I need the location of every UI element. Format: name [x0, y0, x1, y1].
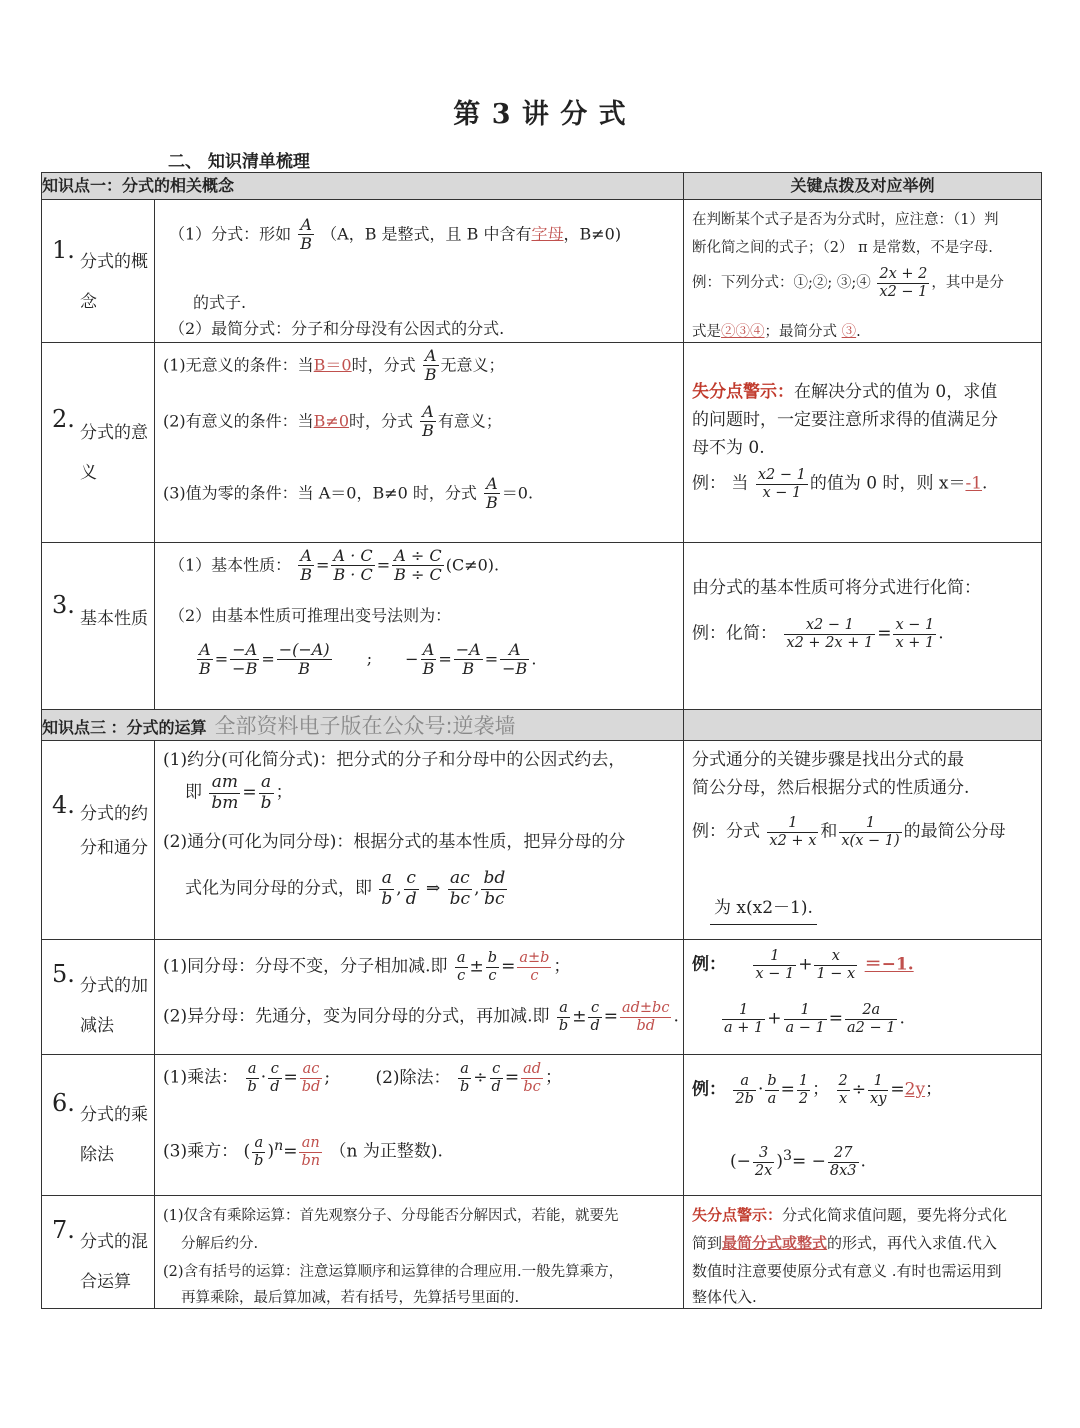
table-row: [42, 343, 1042, 543]
table-row: 5. 分式的加减法 (1)同分母：分母不变，分子相加减.即 $\frac{a}{c}$ ± $\frac{b}{c}$ = $\frac{a\pm b}{c}$ ； (2)异分母：先通分，变为同分母的分式，再加减.即 $\frac{a}{b}$ ± $\frac{c}{d}$ = $\frac{ad\pm bc}{bd}$ . 例： $\frac{1}{x - 1}$ + $\frac{x}{1 - x}$ ＝−1. $\frac{1}{a + 1}$ + $\frac{1}{a - 1}$ = $\frac{2a}{a2 - 1}$ .: [42, 940, 1042, 1055]
hint-text: ，其中是分: [931, 275, 1004, 292]
fraction: $\frac{A}{B}$: [300, 546, 313, 585]
hint-text: ；最简分式: [764, 324, 842, 340]
fraction: $\frac{A}{B}$: [199, 640, 211, 679]
fraction: $\frac{A \div C}{B \div C}$: [394, 546, 442, 585]
fraction: $\frac{c}{d}$: [270, 1061, 280, 1095]
fraction: $\frac{2x + 2}{x2 - 1}$: [879, 266, 928, 300]
header-right: 关键点拨及对应举例: [684, 173, 1042, 200]
answer-text: B≠0: [313, 411, 350, 431]
fraction: $\frac{b}{a}$: [767, 1073, 777, 1107]
fraction: $\frac{A \cdot C}{B \cdot C}$: [333, 546, 373, 585]
answer-text: -1: [965, 473, 983, 494]
hint-text: 在解决分式的值为 0，求值: [794, 382, 998, 402]
property-text: (C≠0).: [445, 555, 500, 575]
fraction: $\frac{A}{B}$: [300, 215, 313, 254]
fraction: $\frac{-(-A)}{B}$: [278, 640, 330, 679]
fraction: $\frac{1}{a + 1}$: [724, 1002, 764, 1036]
operation-text: 即: [185, 782, 202, 803]
hint-text: 和: [820, 821, 838, 842]
definition-text: （2）最简分式：分子和分母没有公因式的分式.: [169, 319, 505, 338]
hint-text: 分式化简求值问题，要先将分式化: [782, 1206, 1008, 1224]
operation-text: (1)仅含有乘除运算：首先观察分子、分母能否分解因式，若能，就要先: [163, 1208, 619, 1224]
condition-text: 无意义；: [440, 355, 505, 375]
fraction: $\frac{x2 - 1}{x2 + 2x + 1}$: [786, 617, 874, 651]
answer-fraction: $\frac{ad\pm bc}{bd}$: [621, 1000, 670, 1034]
fraction: $\frac{c}{d}$: [405, 868, 417, 909]
fraction: $\frac{a}{b}$: [260, 772, 272, 813]
fraction: $\frac{b}{c}$: [487, 950, 498, 984]
fraction: $\frac{x}{1 - x}$: [816, 948, 856, 982]
fraction: $\frac{c}{d}$: [590, 1000, 600, 1034]
operation-text: (1)乘法：: [163, 1067, 239, 1088]
hint-text: 为 x(x2－1).: [710, 893, 817, 925]
definition-text: 的式子.: [193, 293, 247, 312]
answer-fraction: $\frac{ac}{bd}$: [301, 1061, 321, 1095]
answer-fraction: $\frac{ad}{bc}$: [523, 1061, 541, 1095]
row-topic: 基本性质: [80, 609, 148, 629]
row-topic: 分式的乘除法: [80, 1105, 148, 1165]
answer-text: B＝0: [313, 355, 352, 375]
hint-text: 数值时注意要使原分式有意义 .有时也需运用到: [692, 1262, 1002, 1280]
operation-text: (2)通分(可化为同分母)：根据分式的基本性质，把异分母的分: [163, 832, 626, 852]
hint-text: 的最简公分母: [903, 821, 1006, 842]
hint-text: 简公分母，然后根据分式的性质通分.: [692, 778, 970, 798]
fraction: $\frac{x - 1}{x + 1}$: [895, 617, 935, 651]
hint-text: 母不为 0.: [692, 438, 765, 458]
operation-text: 再算乘除，最后算加减，若有括号，先算括号里面的.: [181, 1290, 520, 1306]
page-title: 第 3 讲 分 式: [453, 99, 627, 130]
row-topic: 分式的混合运算: [80, 1232, 148, 1292]
fraction: $\frac{1}{xy}$: [870, 1073, 887, 1107]
fraction: $\frac{2a}{a2 - 1}$: [847, 1002, 896, 1036]
table-row: [42, 200, 1042, 343]
fraction: $\frac{a}{b}$: [558, 1000, 569, 1034]
hint-text: 断化简之间的式子；（2） π 是常数，不是字母.: [692, 240, 993, 256]
row-number: 3.: [52, 591, 75, 619]
operation-text: （n 为正整数).: [329, 1141, 443, 1162]
fraction: $\frac{a}{c}$: [456, 950, 466, 984]
hint-text: 简到: [692, 1234, 723, 1252]
condition-text: (2)有意义的条件：当: [163, 411, 314, 431]
answer-text: 最简分式或整式: [722, 1234, 828, 1252]
fraction: $\frac{a}{2b}$: [735, 1073, 754, 1107]
hint-text: 由分式的基本性质可将分式进行化简：: [692, 578, 982, 598]
row-topic: 分式的加减法: [80, 976, 148, 1036]
answer-text: ③: [841, 324, 857, 340]
fraction: $\frac{a}{b}$: [254, 1135, 264, 1169]
warning-label: 失分点警示：: [692, 1206, 783, 1224]
section-subtitle: 二、 知识清单梳理: [168, 152, 310, 172]
row-number: 7.: [52, 1216, 75, 1244]
fraction: $\frac{bd}{bc}$: [483, 868, 506, 909]
header-left: 知识点一：分式的相关概念: [42, 173, 684, 200]
fraction: $\frac{A}{B}$: [424, 346, 437, 385]
table-row: 6. 分式的乘除法 (1)乘法： $\frac{a}{b}$ · $\frac{c}{d}$ = $\frac{ac}{bd}$ ; (2)除法： $\frac{a}{b}$ ÷ $\frac{c}{d}$ = $\frac{ad}{bc}$ ； (3)乘方： ( $\frac{a}{b}$ )$^n$= $\frac{an}{bn}$ （n 为正整数). 例： $\frac{a}{2b}$ · $\frac{b}{a}$ = $\frac{1}{2}$ ； $\frac{2}{x}$ ÷ $\frac{1}{xy}$ =2y； (− $\frac{3}{2x}$ )$^3$= − $\frac{27}{8x3}$ .: [42, 1055, 1042, 1196]
operation-text: (2)异分母：先通分，变为同分母的分式，再加减.即: [163, 1006, 550, 1027]
row-number: 5.: [52, 960, 75, 988]
condition-text: 时，分式: [349, 411, 414, 431]
definition-text: （1）分式：形如: [169, 224, 292, 244]
fraction: $\frac{27}{8x3}$: [829, 1145, 857, 1179]
fraction: $\frac{3}{2x}$: [754, 1145, 773, 1179]
hint-text: 在判断某个式子是否为分式时，应注意：（1）判: [692, 212, 999, 228]
fraction: $\frac{1}{x - 1}$: [755, 948, 795, 982]
hint-text: 的形式，再代入求值.代入: [827, 1234, 997, 1252]
answer-fraction: $\frac{an}{bn}$: [301, 1135, 321, 1169]
header-left: 知识点三 ：分式的运算: [42, 720, 207, 737]
definition-text: ，B≠0): [563, 224, 622, 244]
fraction: $\frac{a}{b}$: [381, 868, 393, 909]
row-topic: 分式的约分和通分: [80, 804, 148, 858]
fraction: $\frac{x2 - 1}{x - 1}$: [757, 467, 806, 501]
table-row: [42, 1196, 1042, 1309]
row-topic: 分式的概念: [80, 252, 148, 312]
hint-text: 分式通分的关键步骤是找出分式的最: [692, 750, 965, 770]
fraction: $\frac{a}{b}$: [247, 1061, 257, 1095]
hint-text: 的值为 0 时，则 x＝: [809, 473, 966, 494]
condition-text: 有意义；: [437, 411, 502, 431]
operation-text: (2)含有括号的运算：注意运算顺序和运算律的合理应用.一般先算乘方，: [163, 1264, 624, 1280]
fraction: $\frac{1}{2}$: [798, 1073, 809, 1107]
hint-text: 的问题时，一定要注意所求得的值满足分: [692, 410, 999, 430]
hint-text: .: [982, 473, 988, 494]
answer-text: ②③④: [721, 324, 765, 340]
operation-text: (2)除法：: [375, 1067, 451, 1088]
hint-text: 例：下列分式：①;②; ③;④: [692, 275, 871, 292]
fraction: $\frac{-A}{-B}$: [232, 640, 258, 679]
row-number: 1.: [52, 236, 75, 264]
fraction: $\frac{1}{x(x - 1)}$: [841, 815, 900, 849]
operation-text: 分解后约分.: [181, 1236, 259, 1252]
answer-text: ＝−1.: [864, 954, 914, 975]
hint-text: 例：化简：: [692, 623, 778, 644]
property-text: （2）由基本性质可推理出变号法则为：: [169, 606, 452, 625]
definition-text: （A，B 是整式，且 B 中含有: [321, 224, 532, 244]
answer-text: 2y: [904, 1079, 926, 1100]
table-header-2: [42, 710, 1042, 741]
warning-label: 失分点警示：: [692, 382, 795, 402]
row-number: 2.: [52, 405, 75, 433]
condition-text: (3)值为零的条件：当 A＝0，B≠0 时，分式: [163, 483, 477, 503]
fraction: $\frac{am}{bm}$: [211, 772, 239, 813]
fraction: $\frac{ac}{bc}$: [449, 868, 471, 909]
table-row: 3. 基本性质 （1）基本性质： $\frac{A}{B}$ = $\frac{A \cdot C}{B \cdot C}$ = $\frac{A \div C}{B \div C}$ (C≠0). （2）由基本性质可推理出变号法则为： $\frac{A}{B}$ = $\frac{-A}{-B}$ = $\frac{-(-A)}{B}$ ; − $\frac{A}{B}$ = $\frac{-A}{B}$ = $\frac{A}{-B}$ . 由分式的基本性质可将分式进行化简： 例：化简： $\frac{x2 - 1}{x2 + 2x + 1}$ = $\frac{x - 1}{x + 1}$ .: [42, 543, 1042, 710]
fraction: $\frac{A}{B}$: [422, 402, 434, 441]
fraction: $\frac{A}{B}$: [422, 640, 435, 679]
example-label: 例：: [692, 954, 727, 975]
fraction: $\frac{a}{b}$: [459, 1061, 470, 1095]
row-topic: 分式的意义: [80, 423, 148, 483]
operation-text: (1)约分(可化简分式)：把分式的分子和分母中的公因式约去，: [163, 750, 626, 770]
row-number: 6.: [52, 1089, 75, 1117]
hint-text: 例：分式: [692, 821, 761, 842]
property-text: （1）基本性质：: [169, 555, 292, 575]
operation-text: (3)乘方：: [163, 1141, 239, 1162]
table-header-1: [42, 173, 1042, 200]
fraction: $\frac{c}{d}$: [491, 1061, 501, 1095]
hint-text: 式是: [692, 324, 722, 340]
condition-text: ＝0.: [501, 483, 534, 503]
hint-text: 整体代入.: [692, 1288, 757, 1306]
fraction: $\frac{A}{B}$: [486, 474, 498, 513]
operation-text: (1)同分母：分母不变，分子相加减.即: [163, 956, 448, 977]
fraction: $\frac{A}{-B}$: [502, 640, 528, 679]
answer-fraction: $\frac{a\pm b}{c}$: [519, 950, 550, 984]
condition-text: (1)无意义的条件：当: [163, 355, 314, 375]
operation-text: 式化为同分母的分式，即: [185, 878, 372, 899]
example-label: 例：: [692, 1079, 727, 1100]
table-row: 4. 分式的约分和通分 (1)约分(可化简分式)：把分式的分子和分母中的公因式约去， 即 $\frac{am}{bm}$ = $\frac{a}{b}$ ； (2)通分(可化为同分母)：根据分式的基本性质，把异分母的分 式化为同分母的分式，即 $\frac{a}{b}$ , $\frac{c}{d}$ ⇒ $\frac{ac}{bc}$ , $\frac{bd}{bc}$ 分式通分的关键步骤是找出分式的最 简公分母，然后根据分式的性质通分. 例：分式 $\frac{1}{x2 + x}$ 和 $\frac{1}{x(x - 1)}$ 的最简公分母 为 x(x2－1).: [42, 741, 1042, 940]
watermark-text: 全部资料电子版在公众号:逆袭墙: [214, 714, 516, 738]
answer-text: 字母: [531, 224, 564, 244]
fraction: $\frac{1}{a - 1}$: [785, 1002, 825, 1036]
row-number: 4.: [52, 791, 75, 819]
condition-text: 时，分式: [351, 355, 416, 375]
knowledge-table: [41, 172, 1042, 1309]
hint-text: .: [856, 324, 861, 340]
fraction: $\frac{-A}{B}$: [455, 640, 481, 679]
hint-text: 例： 当: [692, 473, 749, 494]
fraction: $\frac{1}{x2 + x}$: [769, 815, 817, 849]
fraction: $\frac{2}{x}$: [838, 1073, 848, 1107]
